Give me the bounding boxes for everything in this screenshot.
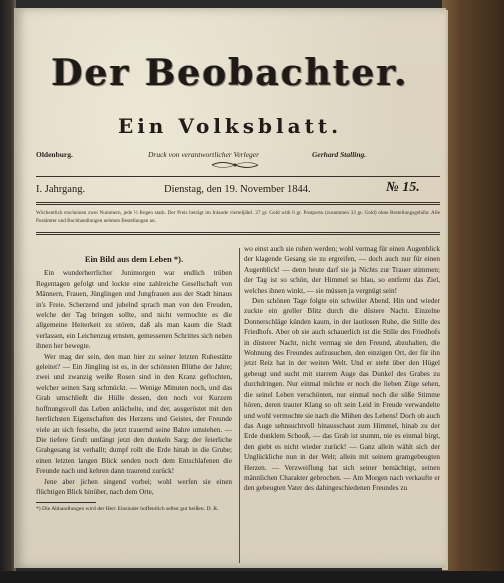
footnote-rule bbox=[36, 502, 96, 503]
header-rule-middle-double bbox=[36, 204, 440, 205]
paragraph: Den schönen Tage folgte ein schwüler Abend. Hin und wieder zuckte ein greller Blitz durch die düstere Nacht. Einzelne Donnerschläge künden kaum, in der lautlosen Ruhe, die Stille des Friedhofs. Aber ob sie auch schauerlich ist die Stille des Friedhofs in düsterer Nacht, nicht vermag sie den Freund, abzuhalten, die Wohnung des Freundes aufzusuchen, den einzigen Ort, der für ihn jetzt Reiz hat in der weiten Welt. Und er steht über den Hügel gebeugt und sucht mit starrem Auge das Dunkel des Grabes zu durchdringen. Nur einmal möchte er noch die lieben Züge sehen, die seinel Leben verschönten, nur einmal noch die süße Stimme hören, deren trauter Klang so oft sein Leid in Freude verwandelte und wohl vermochte sie nach die Mühen des Lebens! Doch ob auch das Auge sehnsuchtvoll hinausschaut zum Himmel, hinab zu der Erde dunklem Schooß, — das Grab ist stumm, nie es einmal birgt, den giebt es nicht wieder zurück! — Ganz allein wählt sich der Unglückliche nun in der Welt; allein mit seinem gramgebeugten Herzen. — Verzweiflung hat sich seiner bemächtigt, seinen männlichen Charakter gebrochen. — Am Morgen nach verkaufte er den gebeugten Vater des dahingeschiedenen Freundes zu bbox=[244, 297, 440, 493]
paragraph: Wer mag der sein, den man hier zu seiner letzten Ruhestätte geleitet? — Ein Jüngling ist es, in der schönsten Blüthe der Jahre; zwei und zwanzig weiße Rosen sind in den Kranz geflochten, welcher seinen Sarg schmückt. — Wenige Minuten noch, und das Grab umschließt die Hülle dessen, den noch vor Kurzem hoffnungsvoll das Leben anlächelte, und der, ausgerüstet mit den herrlichsten Eigenschaften des Herzens und Geistes, der Freunde viele an sich fesselte, die jetzt trauernd seine Bahre umstehen. — Die tiefere Gruft umfängt jetzt den dunkeln Sarg; der feierliche Grabgesang ist verhallt; dumpf rollt die Erde hinab in die Grube; einen letzten langen Blick senden noch dem Entschlafenen die Freunde nach und kehren dann traurend zurück! bbox=[36, 352, 232, 476]
ornament-icon bbox=[210, 160, 260, 170]
book-cover-right bbox=[442, 0, 504, 583]
masthead-subtitle: Ein Volksblatt. bbox=[117, 114, 343, 138]
article-column-left bbox=[36, 254, 232, 514]
publisher-name: Gerhard Stalling. bbox=[312, 150, 367, 159]
footnote: *) Die Abhandlungen wird der Herr Einsinder hoffentlich selbst gut heißen. D. R. bbox=[36, 506, 219, 513]
newspaper-page bbox=[14, 8, 446, 568]
printer-line: Druck von verantwortlicher Verleger bbox=[148, 150, 260, 159]
masthead-title: Der Beobachter. bbox=[51, 52, 409, 94]
notice-rule bbox=[36, 232, 440, 233]
issue-number: № 15. bbox=[386, 180, 420, 195]
notice-rule-double bbox=[36, 234, 440, 235]
place-label: Oldenburg. bbox=[36, 150, 73, 159]
article-title: Ein Bild aus dem Leben *). bbox=[84, 254, 184, 264]
article-column-right bbox=[244, 244, 440, 494]
subscription-notice: Wöchentlich erscheinen zwei Nummern, jede ½ Bogen stark. Der Preis beträgt im Inlande vierteljährl. 27 gr. Gold with 6 gr. Postporto (zusammen 33 gr. Gold) ohne Bestellungsgebühr. Alle Postämter und Buchhandlungen nehmen Bestellungen an. bbox=[36, 210, 440, 224]
header-rule-top bbox=[36, 176, 440, 177]
column-divider bbox=[239, 248, 240, 563]
paragraph: wo einst auch sie ruhen werden; wohl vermag für einen Augenblick der klagende Gesang sie zu ergreifen, — doch auch nur für einen Augenblick! — denn heute darf sie ja Nichts zur Trauer stimmen; der Tag ist so schön, der Himmel so blau, so entfernt das Ziel, welches ihnen winkt, — sie müssen ja vergnügt sein! bbox=[244, 245, 440, 295]
issue-date: Dienstag, den 19. November 1844. bbox=[164, 184, 311, 195]
volume-label: I. Jahrgang. bbox=[36, 184, 86, 195]
paragraph: Ein wunderherrlicher Junimorgen war endlich trüben Regentagen gefolgt und lockte eine zahlreiche Gesellschaft von Männern, Frauen, Jünglingen und Jungfrauen aus der Stadt hinaus in's Freie. Scherzend und jubelnd sprach man von den Freuden, welche der Tag bringen sollte, und nicht vermochte es die allgemeine Heiterkeit zu stören, daß als man kaum die Stadt verlassen, ein Leichenzug ernsten, gemessenen Schrittes sich neben ihnen her bewegte. bbox=[36, 269, 232, 351]
book-bottom bbox=[0, 571, 504, 583]
header-rule-middle bbox=[36, 202, 440, 203]
paragraph: Jene aber jichen singend vorbei; wohl werfen sie einen flüchtigen Blick hinüber, nach dem Orte, bbox=[36, 477, 232, 496]
